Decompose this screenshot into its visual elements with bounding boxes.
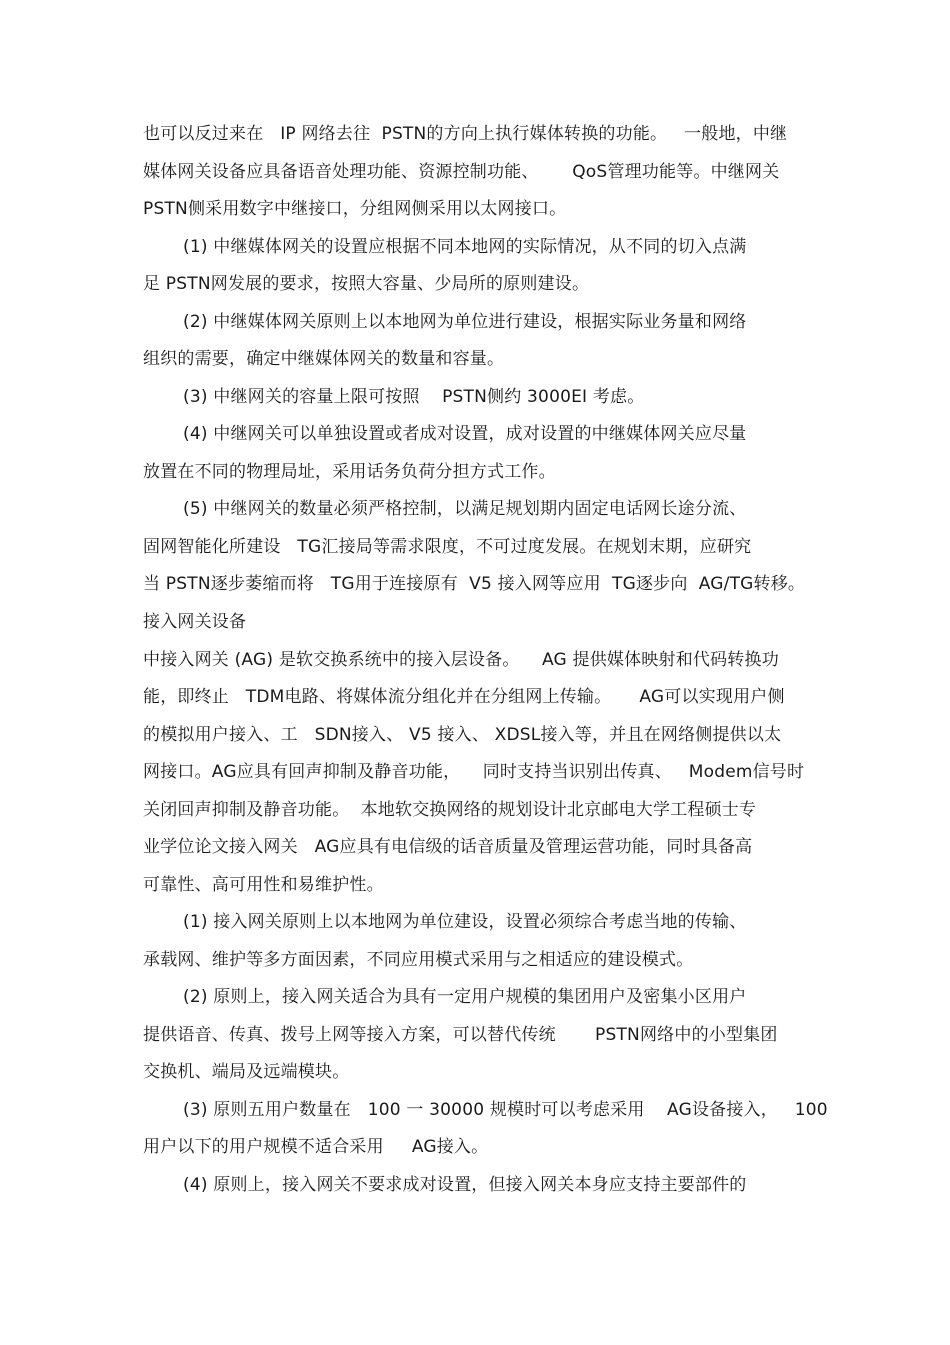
text-line: 也可以反过来在 IP 网络去往 PSTN的方向上执行媒体转换的功能。 一般地，中继 bbox=[143, 124, 788, 144]
text-line: (4) 原则上，接入网关不要求成对设置，但接入网关本身应支持主要部件的 bbox=[183, 1175, 747, 1195]
text-line: 提供语音、传真、拨号上网等接入方案，可以替代传统 PSTN网络中的小型集团 bbox=[143, 1025, 778, 1045]
section-heading: 接入网关设备 bbox=[143, 612, 247, 632]
text-line: (3) 原则五用户数量在 100 一 30000 规模时可以考虑采用 AG设备接入， 100 bbox=[183, 1100, 828, 1120]
text-line: 业学位论文接入网关 AG应具有电信级的话音质量及管理运营功能，同时具备高 bbox=[143, 837, 753, 857]
text-line: 当 PSTN逐步萎缩而将 TG用于连接原有 V5 接入网等应用 TG逐步向 AG/TG转移。 bbox=[143, 574, 806, 594]
text-line: 交换机、端局及远端模块。 bbox=[143, 1062, 350, 1082]
text-line: 用户以下的用户规模不适合采用 AG接入。 bbox=[143, 1137, 489, 1157]
text-line: 放置在不同的物理局址，采用话务负荷分担方式工作。 bbox=[143, 462, 556, 482]
text-line: (2) 原则上，接入网关适合为具有一定用户规模的集团用户及密集小区用户 bbox=[183, 987, 747, 1007]
text-line: 固网智能化所建设 TG汇接局等需求限度，不可过度发展。在规划末期，应研究 bbox=[143, 537, 752, 557]
text-line: 承载网、维护等多方面因素，不同应用模式采用与之相适应的建设模式。 bbox=[143, 950, 694, 970]
text-line: (4) 中继网关可以单独设置或者成对设置，成对设置的中继媒体网关应尽量 bbox=[183, 424, 747, 444]
text-line: 能，即终止 TDM电路、将媒体流分组化并在分组网上传输。 AG可以实现用户侧 bbox=[143, 687, 785, 707]
text-line: 中接入网关 (AG) 是软交换系统中的接入层设备。 AG 提供媒体映射和代码转换功 bbox=[143, 650, 779, 670]
text-line: (1) 接入网关原则上以本地网为单位建设，设置必须综合考虑当地的传输、 bbox=[183, 912, 747, 932]
text-line: 网接口。AG应具有回声抑制及静音功能， 同时支持当识别出传真、 Modem信号时 bbox=[143, 762, 805, 782]
text-line: 关闭回声抑制及静音功能。 本地软交换网络的规划设计北京邮电大学工程硕士专 bbox=[143, 800, 757, 820]
text-line: (5) 中继网关的数量必须严格控制，以满足规划期内固定电话网长途分流、 bbox=[183, 499, 747, 519]
text-line: (3) 中继网关的容量上限可按照 PSTN侧约 3000EI 考虑。 bbox=[183, 387, 645, 407]
text-line: (1) 中继媒体网关的设置应根据不同本地网的实际情况，从不同的切入点满 bbox=[183, 237, 747, 257]
text-line: 足 PSTN网发展的要求，按照大容量、少局所的原则建设。 bbox=[143, 274, 590, 294]
text-line: 组织的需要，确定中继媒体网关的数量和容量。 bbox=[143, 349, 505, 369]
text-line: 可靠性、高可用性和易维护性。 bbox=[143, 875, 384, 895]
text-line: 的模拟用户接入、工 SDN接入、 V5 接入、 XDSL接入等，并且在网络侧提供以太 bbox=[143, 725, 782, 745]
text-line: PSTN侧采用数字中继接口，分组网侧采用以太网接口。 bbox=[143, 199, 567, 219]
text-line: 媒体网关设备应具备语音处理功能、资源控制功能、 QoS管理功能等。中继网关 bbox=[143, 162, 780, 182]
text-line: (2) 中继媒体网关原则上以本地网为单位进行建设，根据实际业务量和网络 bbox=[183, 312, 747, 332]
